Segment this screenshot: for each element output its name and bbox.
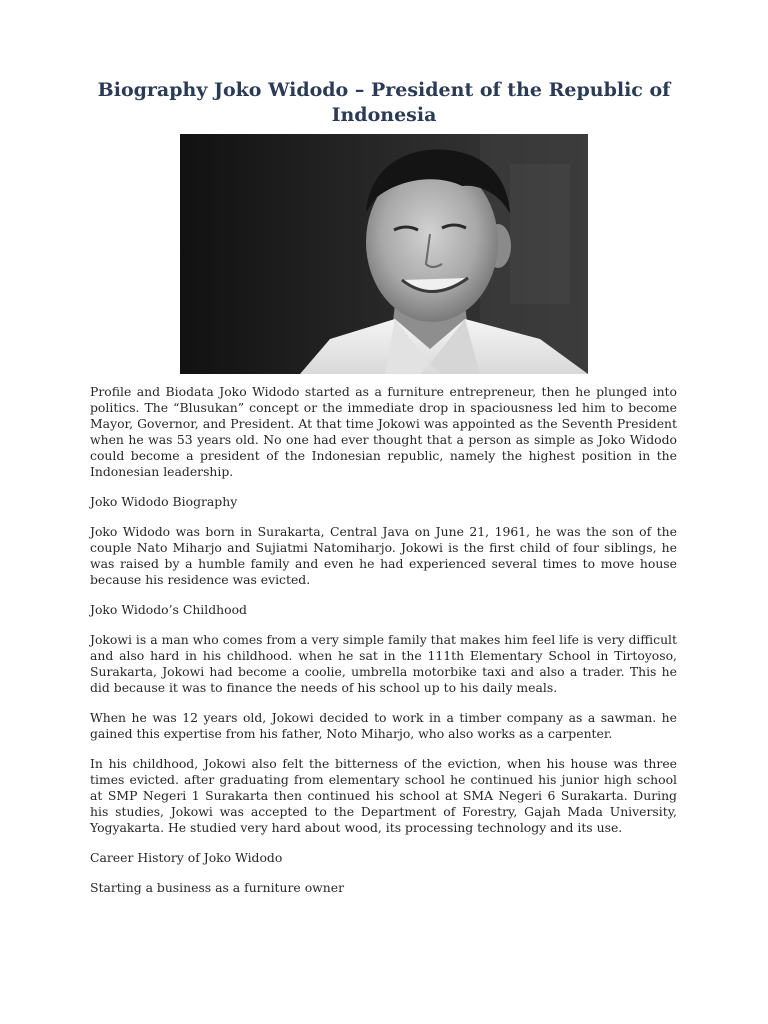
- childhood-paragraph-3: In his childhood, Jokowi also felt the bitterness of the eviction, when his house was three times evicted. after graduating from elementary school he continued his junior high school at SMP Negeri 1 Surakarta then continued his school at SMA Negeri 6 Surakarta. During his studies, Jokowi was accepted to the Department of Forestry, Gajah Mada University, Yogyakarta. He studied very hard about wood, its processing technology and its use.: [90, 756, 677, 835]
- section-heading-biography: Joko Widodo Biography: [90, 494, 238, 509]
- biography-paragraph: Joko Widodo was born in Surakarta, Central Java on June 21, 1961, he was the son of the couple Nato Miharjo and Sujiatmi Natomiharjo. Jokowi is the first child of four siblings, he was raised by a humble family and even he had experienced several times to move house because his residence was evicted.: [90, 524, 677, 587]
- article-body: [90, 384, 677, 910]
- intro-paragraph: Profile and Biodata Joko Widodo started as a furniture entrepreneur, then he plunged into politics. The “Blusukan” concept or the immediate drop in spaciousness led him to become Mayor, Governor, and President. At that time Jokowi was appointed as the Seventh President when he was 53 years old. No one had ever thought that a person as simple as Joko Widodo could become a president of the Indonesian republic, namely the highest position in the Indonesian leadership.: [90, 384, 677, 479]
- portrait-photo-icon: [180, 134, 588, 374]
- section-heading-career: Career History of Joko Widodo: [90, 850, 283, 865]
- career-subheading: Starting a business as a furniture owner: [90, 880, 344, 895]
- section-heading-childhood: Joko Widodo’s Childhood: [90, 602, 247, 617]
- portrait-photo: [180, 134, 588, 374]
- childhood-paragraph-1: Jokowi is a man who comes from a very simple family that makes him feel life is very difficult and also hard in his childhood. when he sat in the 111th Elementary School in Tirtoyoso, Surakarta, Jokowi had become a coolie, umbrella motorbike taxi and also a trader. This he did because it was to finance the needs of his school up to his daily meals.: [90, 632, 677, 695]
- document-title: Biography Joko Widodo – President of the Republic of Indonesia: [97, 79, 671, 126]
- childhood-paragraph-2: When he was 12 years old, Jokowi decided to work in a timber company as a sawman. he gained this expertise from his father, Noto Miharjo, who also works as a carpenter.: [90, 710, 677, 741]
